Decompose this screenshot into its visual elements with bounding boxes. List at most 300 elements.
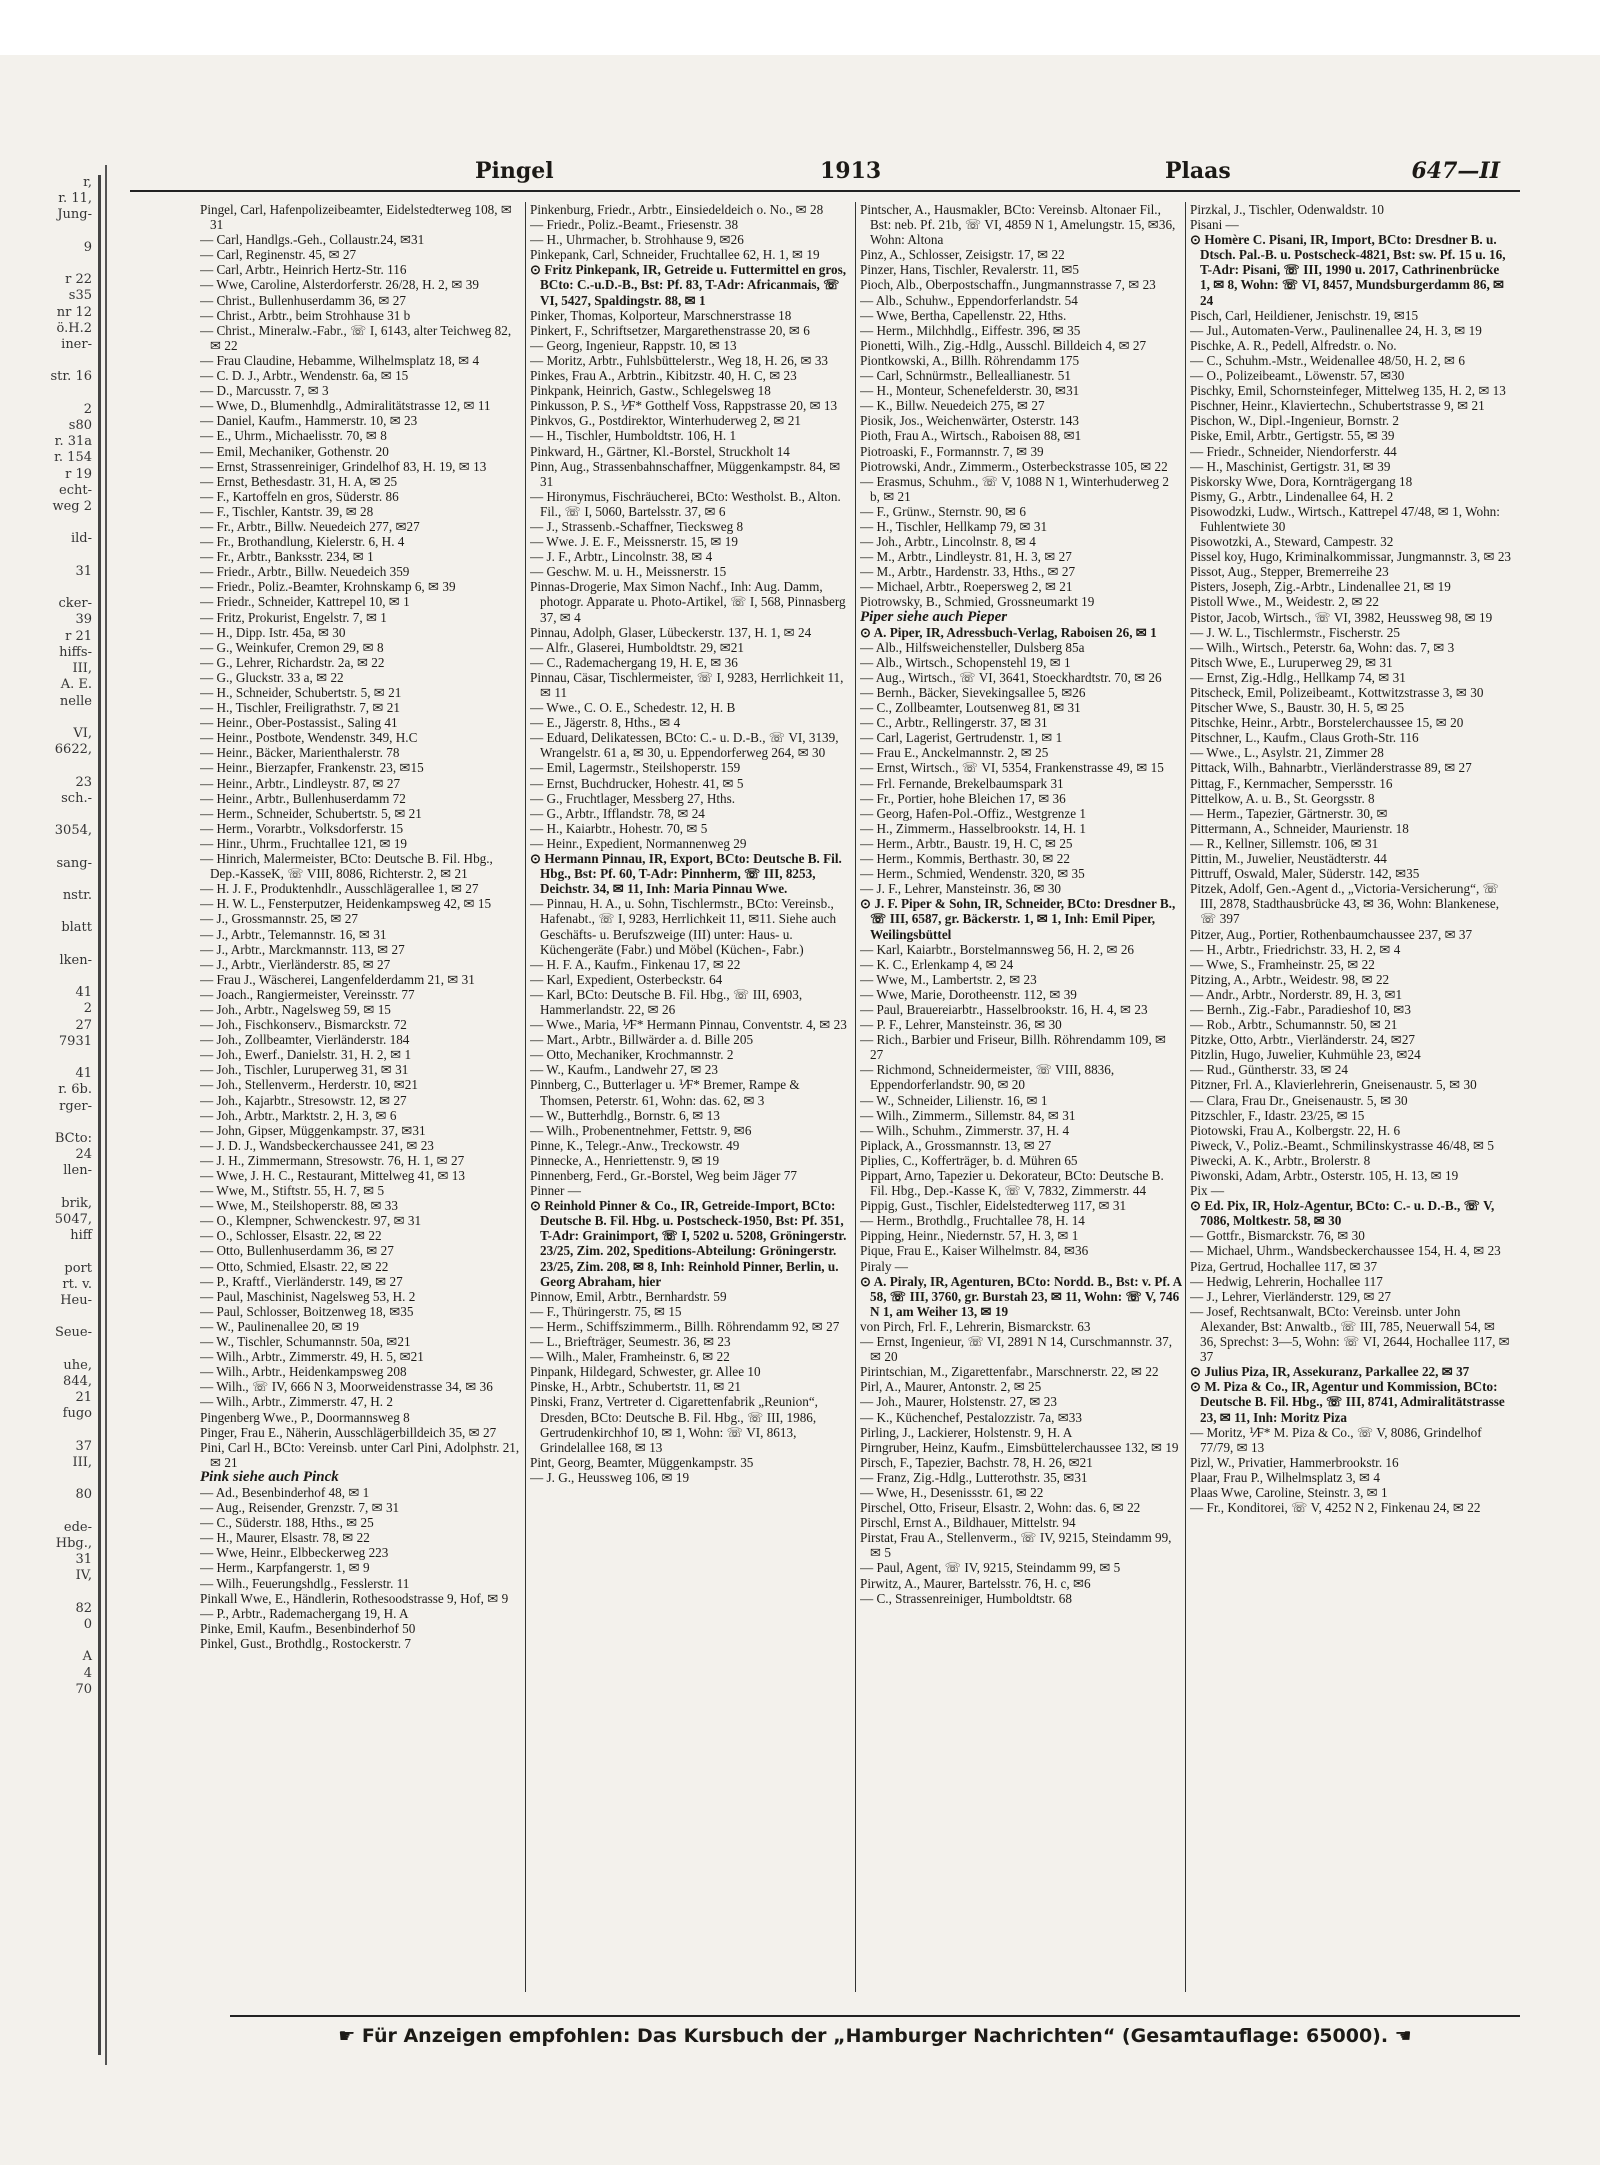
directory-entry: Pinkepank, Carl, Schneider, Fruchtallee 62, H. 1, ✉ 19 [530,247,820,263]
margin-fragment: brik, [61,1195,92,1211]
directory-entry: — Fr., Arbtr., Billw. Neuedeich 277, ✉27 [200,518,420,534]
directory-entry: ⊙ A. Piper, IR, Adressbuch-Verlag, Raboisen 26, ✉ 1 [860,624,1157,640]
directory-entry: — Herm., Kommis, Berthastr. 30, ✉ 22 [860,851,1070,867]
directory-entry: Pitzer, Aug., Portier, Rothenbaumchaussee 237, ✉ 37 [1190,926,1473,942]
directory-entry: — Joh., Stellenverm., Herderstr. 10, ✉21 [200,1077,418,1093]
margin-fragment: 3054, [54,823,92,839]
directory-entry: Pitzner, Frl. A., Klavierlehrerin, Gneisenaustr. 5, ✉ 30 [1190,1077,1477,1093]
directory-entry: — C., Rademachergang 19, H. E, ✉ 36 [530,654,738,670]
directory-entry: — Carl, Arbtr., Heinrich Hertz-Str. 116 [200,262,407,278]
directory-entry: — Joh., Ewerf., Danielstr. 31, H. 2, ✉ 1 [200,1047,412,1063]
directory-entry: — Otto, Bullenhuserdamm 36, ✉ 27 [200,1243,394,1259]
directory-entry: — Alb., Hilfsweichensteller, Dulsberg 85a [860,639,1085,655]
directory-entry: Pisowodzki, Ludw., Wirtsch., Kattrepel 47/48, ✉ 1, Wohn: Fuhlentwiete 30 [1190,503,1500,534]
directory-entry: Pischon, W., Dipl.-Ingenieur, Bornstr. 2 [1190,413,1399,429]
directory-entry: — H. W. L., Fensterputzer, Heidenkampsweg 42, ✉ 15 [200,896,492,912]
directory-entry: Pirling, J., Lackierer, Holstenstr. 9, H. A [860,1424,1073,1440]
directory-entry: — Frau E., Anckelmannstr. 2, ✉ 25 [860,745,1049,761]
directory-entry: — Hironymus, Fischräucherei, BCto: Westholst. B., Alton. Fil., ☏ I, 5060, Bartelsstr. 37, ✉ 6 [530,488,841,519]
directory-entry: Pippart, Arno, Tapezier u. Dekorateur, BCto: Deutsche B. Fil. Hbg., Dep.-Kasse K, ☏ V, 7832, Zimmerstr. 44 [860,1168,1164,1199]
margin-fragment: 27 [75,1017,92,1033]
directory-entry: — Franz, Zig.-Hdlg., Lutterothstr. 35, ✉31 [860,1469,1088,1485]
directory-entry: — Joh., Kajarbtr., Stresowstr. 12, ✉ 27 [200,1092,407,1108]
margin-fragment: nr 12 [56,304,92,320]
directory-entry: Pitzschler, F., Idastr. 23/25, ✉ 15 [1190,1107,1365,1123]
margin-fragment: ö.H.2 [56,320,92,336]
margin-fragment [0,580,98,596]
directory-entry: ⊙ Reinhold Pinner & Co., IR, Getreide-Import, BCto: Deutsche B. Fil. Hbg. u. Postscheck-1950, Bst: Pf. 351, T-Adr: Grainimport, ☏ I, 5202 u. 5208, Gröningerstr. 23/25, Zim. 202, Speditions-Abteilung: Gröningerstr. 23/25, Zim. 208, ✉ 8, Inh: Reinhold Pinner, Berlin, u. Georg Abraham, hier [530,1198,847,1289]
directory-entry: — C., Süderstr. 188, Hths., ✉ 25 [200,1515,374,1531]
directory-entry: Pinkward, H., Gärtner, Kl.-Borstel, Struckholt 14 [530,443,790,459]
directory-entry: — Richmond, Schneidermeister, ☏ VIII, 8836, Eppendorferlandstr. 90, ✉ 20 [860,1062,1115,1093]
directory-entry: Pitscher Wwe, S., Baustr. 30, H. 5, ✉ 25 [1190,700,1405,716]
directory-entry: Pirzkal, J., Tischler, Odenwaldstr. 10 [1190,202,1384,217]
directory-entry: — Pinnau, H. A., u. Sohn, Tischlermstr., BCto: Vereinsb., Hafenabt., ☏ I, 9283, Herrlichkeit 11, ✉11. Siehe auch Geschäfts- u. Berufszweige (III) unter: Haus- u. Küchengeräte (Fabr.) und Möbel (Küchen-, Fabr.) [530,896,837,957]
directory-entry: — J. F., Arbtr., Lincolnstr. 38, ✉ 4 [530,549,713,565]
margin-fragment [0,386,98,402]
margin-fragment [0,839,98,855]
margin-fragment [0,969,98,985]
directory-entry: Pischner, Heinr., Klaviertechn., Schubertstrasse 9, ✉ 21 [1190,398,1485,414]
margin-fragment: 6622, [54,742,92,758]
directory-entry: — Fr., Arbtr., Banksstr. 234, ✉ 1 [200,549,374,565]
directory-entry: — Wwe., L., Asylstr. 21, Zimmer 28 [1190,745,1384,761]
directory-entry: — Ernst, Zig.-Hdlg., Hellkamp 74, ✉ 31 [1190,669,1406,685]
directory-entry: — J. W. L., Tischlermstr., Fischerstr. 25 [1190,624,1400,640]
margin-fragment [0,515,98,531]
margin-fragment: hiff [70,1228,92,1244]
directory-entry: — Wwe, H., Desenissstr. 61, ✉ 22 [860,1484,1044,1500]
directory-entry: — Friedr., Poliz.-Beamter, Krohnskamp 6, ✉ 39 [200,579,456,595]
directory-entry: — J., Arbtr., Telemannstr. 16, ✉ 31 [200,926,387,942]
directory-entry: Piza, Gertrud, Hochallee 117, ✉ 37 [1190,1258,1378,1274]
margin-fragment: ild- [70,531,92,547]
margin-fragment: 24 [75,1147,92,1163]
margin-fragment: 21 [75,1390,92,1406]
directory-entry: — P., Arbtr., Rademachergang 19, H. A [200,1605,409,1621]
directory-entry: — Heinr., Arbtr., Lindleystr. 87, ✉ 27 [200,775,401,791]
directory-entry: — Friedr., Poliz.-Beamt., Friesenstr. 38 [530,217,739,233]
directory-entry: — W., Kaufm., Landwehr 27, ✉ 23 [530,1062,718,1078]
directory-entry: — Wwe, D., Blumenhdlg., Admiralitätstrasse 12, ✉ 11 [200,398,491,414]
directory-entry: — Wwe., C. O. E., Schedestr. 12, H. B [530,700,736,716]
directory-entry: — Georg, Hafen-Pol.-Offiz., Westgrenze 1 [860,805,1086,821]
directory-entry: — Herm., Arbtr., Baustr. 19, H. C, ✉ 25 [860,835,1073,851]
directory-entry: — Rud., Güntherstr. 33, ✉ 24 [1190,1062,1348,1078]
directory-entry: — Friedr., Schneider, Niendorferstr. 44 [1190,443,1397,459]
margin-fragment: r 22 [65,272,92,288]
directory-entry: — G., Fruchtlager, Messberg 27, Hths. [530,790,736,806]
directory-entry: Piosik, Jos., Weichenwärter, Osterstr. 143 [860,413,1080,429]
directory-entry: Plaas Wwe, Caroline, Steinstr. 3, ✉ 1 [1190,1484,1388,1500]
margin-fragment: 0 [83,1617,92,1633]
directory-entry: Pirschl, Ernst A., Bildhauer, Mittelstr. 94 [860,1515,1076,1531]
margin-fragment: 41 [75,985,92,1001]
directory-entry: Pittelkow, A. u. B., St. Georgsstr. 8 [1190,790,1375,806]
directory-entry: Pipping, Heinr., Niedernstr. 57, H. 3, ✉ 1 [860,1228,1079,1244]
margin-fragment: 2 [83,1001,92,1017]
directory-entry: — Andr., Arbtr., Norderstr. 89, H. 3, ✉1 [1190,986,1403,1002]
directory-entry: — Joach., Rangiermeister, Vereinsstr. 77 [200,986,415,1002]
margin-fragment: 80 [75,1487,92,1503]
directory-entry: — C., Schuhm.-Mstr., Weidenallee 48/50, H. 2, ✉ 6 [1190,352,1465,368]
column-rule [855,202,856,1992]
margin-fragment: 5047, [54,1212,92,1227]
directory-entry: — Georg, Ingenieur, Rappstr. 10, ✉ 13 [530,337,737,353]
directory-entry: Pisowotzki, A., Steward, Campestr. 32 [1190,534,1394,550]
margin-fragment [0,1633,98,1649]
directory-entry: — Heinr., Bierzapfer, Frankenstr. 23, ✉15 [200,760,424,776]
directory-entry: Pinnau, Adolph, Glaser, Lübeckerstr. 137, H. 1, ✉ 24 [530,624,812,640]
directory-entry: — Herm., Karpfangerstr. 1, ✉ 9 [200,1560,370,1576]
directory-entry: ⊙ A. Piraly, IR, Agenturen, BCto: Nordd. B., Bst: v. Pf. A 58, ☏ III, 3760, gr. Burstah 23, ✉ 11, Wohn: ☏ V, 746 N 1, am Weiher 13, ✉ 19 [860,1273,1182,1319]
margin-fragment: r. 11, [58,191,92,207]
directory-entry: — Alfr., Glaserei, Humboldtstr. 29, ✉21 [530,639,744,655]
directory-entry: Pirintschian, M., Zigarettenfabr., Marschnerstr. 22, ✉ 22 [860,1364,1159,1380]
directory-entry: — Eduard, Delikatessen, BCto: C.- u. D.-B., ☏ VI, 3139, Wrangelstr. 61 a, ✉ 30, u. Eppendorferweg 264, ✉ 30 [530,730,839,761]
directory-entry: Pirschel, Otto, Friseur, Elsastr. 2, Wohn: das. 6, ✉ 22 [860,1500,1141,1516]
directory-entry: Pinkall Wwe, E., Händlerin, Rothesoodstrasse 9, Hof, ✉ 9 [200,1590,509,1606]
directory-entry: Pix — [1190,1183,1225,1199]
directory-entry: Pitscheck, Emil, Polizeibeamt., Kottwitzstrasse 3, ✉ 30 [1190,685,1484,700]
margin-fragment: cker- [58,596,92,612]
directory-entry: — Wilh., ☏ IV, 666 N 3, Moorweidenstrasse 34, ✉ 36 [200,1379,493,1395]
margin-fragment: III, [72,661,92,677]
directory-entry: — Josef, Rechtsanwalt, BCto: Vereinsb. unter John Alexander, Bst: Anwaltb., ☏ III, 785, Neuerwall 54, ✉ 36, Sprechst: 3—5, Wohn: ☏ VI, 2644, Hochallee 117, ✉ 37 [1190,1303,1510,1365]
margin-fragment: 37 [75,1438,92,1454]
directory-entry: ⊙ Fritz Pinkepank, IR, Getreide u. Futtermittel en gros, BCto: C.-u.D.-B., Bst: Pf. 83, T-Adr: Africanmais, ☏ VI, 5427, Spaldingstr. 88, ✉ 1 [530,262,847,308]
directory-entry: — Herm., Schiffszimmerm., Billh. Röhrendamm 92, ✉ 27 [530,1318,840,1334]
running-header [130,150,1520,192]
directory-entry: — H., Monteur, Schenefelderstr. 30, ✉31 [860,383,1080,399]
directory-entry: — Wwe, M., Lambertstr. 2, ✉ 23 [860,971,1037,987]
directory-entry: — Wilh., Probenentnehmer, Fettstr. 9, ✉6 [530,1122,752,1138]
directory-entry: — Wilh., Arbtr., Zimmerstr. 49, H. 5, ✉21 [200,1349,424,1365]
directory-entry: Piwecki, A. K., Arbtr., Brolerstr. 8 [1190,1152,1371,1168]
directory-entry: — Erasmus, Schuhm., ☏ V, 1088 N 1, Winterhuderweg 2 b, ✉ 21 [860,473,1169,504]
directory-entry: — Karl, Kaiarbtr., Borstelmannsweg 56, H. 2, ✉ 26 [860,941,1135,957]
directory-entry: — Alb., Wirtsch., Schopenstehl 19, ✉ 1 [860,654,1071,670]
directory-entry: — Wwe, Marie, Dorotheenstr. 112, ✉ 39 [860,986,1077,1002]
directory-entry: — Paul, Brauereiarbtr., Hasselbrookstr. 16, H. 4, ✉ 23 [860,1001,1148,1017]
directory-entry: — W., Paulinenallee 20, ✉ 19 [200,1318,360,1334]
directory-entry: Pippig, Gust., Tischler, Eidelstedterweg 117, ✉ 31 [860,1198,1127,1214]
directory-entry: — Joh., Arbtr., Nagelsweg 59, ✉ 15 [200,1001,391,1017]
directory-entry: — Herm., Milchhdlg., Eiffestr. 396, ✉ 35 [860,322,1081,338]
margin-fragment [0,937,98,953]
directory-entry: Pisani — [1190,217,1239,233]
directory-entry: — J., Strassenb.-Schaffner, Tiecksweg 8 [530,518,744,534]
directory-entry: Pissel koy, Hugo, Kriminalkommissar, Jungmannstr. 3, ✉ 23 [1190,549,1512,565]
margin-fragment [0,1342,98,1358]
directory-entry: — H., Arbtr., Friedrichstr. 33, H. 2, ✉ 4 [1190,941,1401,957]
directory-entry: — K., Billw. Neuedeich 275, ✉ 27 [860,398,1045,414]
directory-entry: Piotowski, Frau A., Kolbergstr. 22, H. 6 [1190,1122,1401,1138]
column-2 [530,202,852,1992]
directory-entry: Pinnecke, A., Henriettenstr. 9, ✉ 19 [530,1152,720,1168]
margin-fragment: Heu- [60,1293,92,1309]
directory-entry: Pioth, Frau A., Wirtsch., Raboisen 88, ✉1 [860,428,1082,444]
directory-entry: — Wilh., Arbtr., Heidenkampsweg 208 [200,1364,407,1380]
directory-entry: Pittack, Wilh., Bahnarbtr., Vierländerstrasse 89, ✉ 27 [1190,760,1472,776]
directory-entry: — Carl, Reginenstr. 45, ✉ 27 [200,247,357,263]
directory-entry: — H., Tischler, Humboldtstr. 106, H. 1 [530,428,737,444]
directory-entry: — J., Lehrer, Vierländerstr. 129, ✉ 27 [1190,1288,1392,1304]
margin-fragment [0,872,98,888]
directory-entry: — C., Arbtr., Rellingerstr. 37, ✉ 31 [860,715,1048,731]
directory-entry: — Joh., Tischler, Luruperweg 31, ✉ 31 [200,1062,409,1078]
directory-entry: — Wwe, Heinr., Elbbeckerweg 223 [200,1545,389,1561]
directory-entry: Pitzek, Adolf, Gen.-Agent d., „Victoria-Versicherung“, ☏ III, 2878, Stadthausbrücke 43, ✉ 36, Wohn: Blankenese, ☏ 397 [1190,881,1500,927]
header-last-entry: Plaas [1165,158,1231,184]
directory-entry: — H., Dipp. Istr. 45a, ✉ 30 [200,624,346,640]
directory-entry: ⊙ J. F. Piper & Sohn, IR, Schneider, BCto: Dresdner B., ☏ III, 6587, gr. Bäckerstr. 1, ✉ 1, Inh: Emil Piper, Weilingsbüttel [860,896,1176,942]
directory-entry: Pirwitz, A., Maurer, Bartelsstr. 76, H. c, ✉6 [860,1575,1091,1591]
directory-entry: — Fritz, Prokurist, Engelstr. 7, ✉ 1 [200,609,387,625]
directory-entry: — W., Schneider, Lilienstr. 16, ✉ 1 [860,1092,1048,1108]
page-gutter [105,165,107,2065]
directory-entry: — Mart., Arbtr., Billwärder a. d. Bille 205 [530,1032,754,1048]
directory-entry: Pinger, Frau E., Näherin, Ausschlägerbilldeich 35, ✉ 27 [200,1424,497,1440]
directory-entry: Pinnow, Emil, Arbtr., Bernhardstr. 59 [530,1288,727,1304]
directory-entry: Pinnau, Cäsar, Tischlermeister, ☏ I, 9283, Herrlichkeit 11, ✉ 11 [530,669,844,700]
directory-entry: — J., Arbtr., Marckmannstr. 113, ✉ 27 [200,941,405,957]
directory-entry: — Ernst, Wirtsch., ☏ VI, 5354, Frankenstrasse 49, ✉ 15 [860,760,1164,776]
directory-entry: — G., Lehrer, Richardstr. 2a, ✉ 22 [200,654,385,670]
directory-entry: — W., Butterhdlg., Bornstr. 6, ✉ 13 [530,1107,720,1123]
directory-entry: — Karl, BCto: Deutsche B. Fil. Hbg., ☏ III, 6903, Hammerlandstr. 22, ✉ 26 [530,986,803,1017]
directory-entry: — Bernh., Bäcker, Sievekingsallee 5, ✉26 [860,685,1086,700]
header-first-entry: Pingel [475,158,554,184]
directory-entry: Piotrowsky, B., Schmied, Grossneumarkt 19 [860,594,1095,610]
directory-entry: — Ad., Besenbinderhof 48, ✉ 1 [200,1484,370,1500]
directory-entry: — Friedr., Schneider, Kattrepel 10, ✉ 1 [200,594,410,610]
directory-entry: — M., Arbtr., Hardenstr. 33, Hths., ✉ 27 [860,564,1076,580]
directory-entry: — Fr., Brothandlung, Kielerstr. 6, H. 4 [200,534,405,550]
margin-fragment [0,758,98,774]
directory-entry: Pinkvos, G., Postdirektor, Winterhuderweg 2, ✉ 21 [530,413,801,429]
directory-entry: — Hinrich, Malermeister, BCto: Deutsche B. Fil. Hbg., Dep.-KasseK, ☏ VIII, 8086, Richterstr. 2, ✉ 21 [200,851,493,882]
directory-entry: — J., Arbtr., Vierländerstr. 85, ✉ 27 [200,956,391,972]
directory-entry: — O., Polizeibeamt., Löwenstr. 57, ✉30 [1190,368,1405,384]
directory-entry: — Paul, Maschinist, Nagelsweg 53, H. 2 [200,1288,416,1304]
directory-entry: Piraly — [860,1258,908,1274]
directory-entry: — H., Tischler, Hellkamp 79, ✉ 31 [860,518,1048,534]
directory-entry: — Carl, Schnürmstr., Belleallianestr. 51 [860,368,1071,384]
directory-entry: — C., Zollbeamter, Loutsenweg 81, ✉ 31 [860,700,1081,716]
margin-fragment [0,548,98,564]
directory-entry: Pistor, Jacob, Wirtsch., ☏ VI, 3982, Heussweg 98, ✉ 19 [1190,609,1493,625]
margin-fragment: nstr. [62,887,92,903]
directory-entry: Piotroaski, F., Formannstr. 7, ✉ 39 [860,443,1044,459]
directory-entry: Pizl, W., Privatier, Hammerbrookstr. 16 [1190,1454,1399,1470]
directory-entry: — Karl, Expedient, Osterbeckstr. 64 [530,971,723,987]
directory-entry: Piwonski, Adam, Arbtr., Osterstr. 105, H. 13, ✉ 19 [1190,1168,1459,1183]
margin-fragment: s35 [68,288,92,304]
column-3 [860,202,1182,1992]
directory-entry: — Herm., Schneider, Schubertstr. 5, ✉ 21 [200,805,422,821]
directory-entry: — Emil, Lagermstr., Steilshoperstr. 159 [530,760,741,776]
margin-fragment: nelle [59,693,92,709]
margin-fragment: 82 [75,1600,92,1616]
directory-entry: Pisters, Joseph, Zig.-Arbtr., Lindenallee 21, ✉ 19 [1190,579,1451,595]
directory-entry: — Heinr., Bäcker, Marienthalerstr. 78 [200,745,400,761]
directory-entry: — Moritz, ⅟F* M. Piza & Co., ☏ V, 8086, Grindelhof 77/79, ✉ 13 [1190,1424,1482,1455]
directory-entry: — Frau Claudine, Hebamme, Wilhelmsplatz 18, ✉ 4 [200,352,480,368]
directory-entry: Piskorsky Wwe, Dora, Kornträgergang 18 [1190,473,1413,489]
directory-entry: — Aug., Wirtsch., ☏ VI, 3641, Stoeckhardtstr. 70, ✉ 26 [860,669,1162,685]
directory-entry: Pissot, Aug., Stepper, Bremerreihe 23 [1190,564,1389,580]
directory-entry: — O., Klempner, Schwenckestr. 97, ✉ 31 [200,1213,422,1229]
margin-fragment: ede- [63,1519,92,1535]
directory-entry: — Aug., Reisender, Grenzstr. 7, ✉ 31 [200,1500,400,1516]
margin-fragment: Hbg., [55,1536,92,1552]
directory-entry: — Paul, Schlosser, Boitzenweg 18, ✉35 [200,1303,414,1319]
directory-entry: — Michael, Uhrm., Wandsbeckerchaussee 154, H. 4, ✉ 23 [1190,1243,1501,1259]
directory-entry: ⊙ Homère C. Pisani, IR, Import, BCto: Dresdner B. u. Dtsch. Pal.-B. u. Postscheck-4821, Bst: sw. Pf. 15 u. 16, T-Adr: Pisani, ☏ III, 1990 u. 2017, Cathrinenbrücke 1, ✉ 8, Wohn: ☏ VI, 8457, Mundsburgerdamm 86, ✉ 24 [1190,232,1506,308]
margin-fragment [0,1423,98,1439]
directory-entry: — Wwe, Bertha, Capellenstr. 22, Hths. [860,307,1067,323]
directory-entry: — G., Gluckstr. 33 a, ✉ 22 [200,669,344,685]
margin-fragment: rger- [59,1098,92,1114]
directory-entry: — Christ., Bullenhuserdamm 36, ✉ 27 [200,292,406,308]
directory-entry: — H., Maschinist, Gertigstr. 31, ✉ 39 [1190,458,1391,474]
margin-fragment [0,1309,98,1325]
directory-entry: Pioch, Alb., Oberpostschaffn., Jungmannstrasse 7, ✉ 23 [860,277,1156,293]
directory-entry: Pink siehe auch Pinck [200,1468,339,1485]
directory-entry: — Herm., Vorarbtr., Volksdorferstr. 15 [200,820,404,836]
directory-entry: — J. D. J., Wandsbeckerchaussee 241, ✉ 23 [200,1137,434,1153]
margin-fragment: A [82,1649,92,1665]
margin-fragment [0,1115,98,1131]
directory-entry: — Wwe, M., Steilshoperstr. 88, ✉ 33 [200,1198,398,1214]
directory-entry: Pittin, M., Juwelier, Neustädterstr. 44 [1190,851,1387,867]
margin-fragment: echt- [59,482,92,498]
directory-entry: — Christ., Arbtr., beim Strohhause 31 b [200,307,411,323]
directory-entry: Pinske, H., Arbtr., Schubertstr. 11, ✉ 21 [530,1379,741,1395]
directory-entry: Pinnas-Drogerie, Max Simon Nachf., Inh: Aug. Damm, photogr. Apparate u. Photo-Artikel, ☏ I, 568, Pinnasberg 37, ✉ 4 [530,579,846,625]
directory-entry: — Carl, Lagerist, Gertrudenstr. 1, ✉ 1 [860,730,1063,746]
directory-entry: Pittag, F., Kernmacher, Sempersstr. 16 [1190,775,1393,791]
directory-entry: Pitschner, L., Kaufm., Claus Groth-Str. 116 [1190,730,1419,746]
directory-entry: — Joh., Arbtr., Marktstr. 2, H. 3, ✉ 6 [200,1107,397,1123]
directory-entry: — Wwe. J. E. F., Meissnerstr. 15, ✉ 19 [530,534,738,550]
directory-entry: — C., Strassenreiniger, Humboldtstr. 68 [860,1590,1072,1606]
directory-entry: Pittermann, A., Schneider, Maurienstr. 18 [1190,820,1409,836]
directory-entry: — Fr., Portier, hohe Bleichen 17, ✉ 36 [860,790,1066,806]
directory-entry: Pittruff, Oswald, Maler, Süderstr. 142, ✉35 [1190,866,1420,882]
directory-entry: — H., Zimmerm., Hasselbrookstr. 14, H. 1 [860,820,1086,836]
directory-entry: Piper siehe auch Pieper [860,608,1008,625]
directory-entry: ⊙ Ed. Pix, IR, Holz-Agentur, BCto: C.- u. D.-B., ☏ V, 7086, Moltkestr. 58, ✉ 30 [1190,1198,1495,1229]
directory-entry: — F., Tischler, Kantstr. 39, ✉ 28 [200,503,374,519]
directory-entry: — Heinr., Ober-Postassist., Saling 41 [200,715,398,731]
directory-entry: — Hinr., Uhrm., Fruchtallee 121, ✉ 19 [200,835,408,851]
directory-entry: Pinpank, Hildegard, Schwester, gr. Allee 10 [530,1364,761,1380]
margin-fragment: 23 [75,774,92,790]
directory-entry: — Christ., Mineralw.-Fabr., ☏ I, 6143, alter Teichweg 82, ✉ 22 [200,322,512,353]
margin-fragment: sch.- [61,790,92,806]
directory-entry: Pinke, Emil, Kaufm., Besenbinderhof 50 [200,1620,416,1636]
directory-entry: ⊙ Hermann Pinnau, IR, Export, BCto: Deutsche B. Fil. Hbg., Bst: Pf. 60, T-Adr: Pinnherm, ☏ III, 8253, Deichstr. 34, ✉ 11, Inh: Maria Pinnau Wwe. [530,851,842,897]
directory-entry: Pinne, K., Telegr.-Anw., Treckowstr. 49 [530,1137,740,1153]
directory-entry: — Moritz, Arbtr., Fuhlsbüttelerstr., Weg 18, H. 26, ✉ 33 [530,352,829,368]
margin-fragment: iner- [61,337,92,353]
column-rule [1185,202,1186,1992]
directory-entry: — Herm., Schmied, Wendenstr. 320, ✉ 35 [860,866,1085,882]
directory-entry: — G., Weinkufer, Cremon 29, ✉ 8 [200,639,384,655]
directory-entry: — Wwe, Caroline, Alsterdorferstr. 26/28, H. 2, ✉ 39 [200,277,479,293]
directory-entry: — Wwe, J. H. C., Restaurant, Mittelweg 41, ✉ 13 [200,1168,465,1183]
margin-fragment [0,224,98,240]
directory-entry: Pitsch Wwe, E., Luruperweg 29, ✉ 31 [1190,654,1393,670]
directory-entry: Pinn, Aug., Strassenbahnschaffner, Müggenkampstr. 84, ✉ 31 [530,458,841,489]
margin-fragment: str. 16 [50,369,92,385]
directory-entry: Pinz, A., Schlosser, Zeisigstr. 17, ✉ 22 [860,247,1065,263]
directory-entry: — Otto, Mechaniker, Krochmannstr. 2 [530,1047,734,1063]
directory-entry: Pischky, Emil, Schornsteinfeger, Mittelweg 135, H. 2, ✉ 13 [1190,383,1506,399]
directory-entry: Pitzlin, Hugo, Juwelier, Kuhmühle 23, ✉24 [1190,1047,1421,1063]
directory-entry: — Heinr., Expedient, Normannenweg 29 [530,835,747,851]
margin-fragment: 4 [83,1665,92,1681]
directory-entry: — Heinr., Postbote, Wendenstr. 349, H.C [200,730,418,746]
directory-entry: von Pirch, Frl. F., Lehrerin, Bismarckstr. 63 [860,1318,1091,1334]
directory-entry: Pirngruber, Heinz, Kaufm., Eimsbüttelerchaussee 132, ✉ 19 [860,1439,1179,1455]
directory-entry: — Hedwig, Lehrerin, Hochallee 117 [1190,1273,1383,1289]
directory-entry: Pionetti, Wilh., Zig.-Hdlg., Ausschl. Billdeich 4, ✉ 27 [860,337,1147,353]
margin-fragment [0,710,98,726]
directory-entry: Piotrowski, Andr., Zimmerm., Osterbeckstrasse 105, ✉ 22 [860,458,1168,474]
directory-entry: — Daniel, Kaufm., Hammerstr. 10, ✉ 23 [200,413,418,429]
margin-fragment: r, [83,175,92,190]
directory-entry: — W., Tischler, Schumannstr. 50a, ✉21 [200,1334,411,1350]
previous-page-edge [0,175,101,2055]
margin-fragment: VI, [73,725,92,741]
directory-entry: Pint, Georg, Beamter, Müggenkampstr. 35 [530,1454,754,1470]
directory-entry: Piske, Emil, Arbtr., Gertigstr. 55, ✉ 39 [1190,428,1395,444]
directory-entry: — K., Küchenchef, Pestalozzistr. 7a, ✉33 [860,1409,1082,1425]
directory-entry: — F., Kartoffeln en gros, Süderstr. 86 [200,488,399,504]
directory-entry: — Wilh., Wirtsch., Peterstr. 6a, Wohn: das. 7, ✉ 3 [1190,639,1455,655]
directory-entry: — Jul., Automaten-Verw., Paulinenallee 24, H. 3, ✉ 19 [1190,322,1482,338]
directory-entry: Pingel, Carl, Hafenpolizeibeamter, Eidelstedterweg 108, ✉ 31 [200,202,512,233]
directory-entry: Piplack, A., Grossmannstr. 13, ✉ 27 [860,1137,1052,1153]
directory-entry: — Wilh., Feuerungshdlg., Fesslerstr. 11 [200,1575,410,1591]
margin-fragment [0,256,98,272]
margin-fragment: uhe, [63,1357,92,1373]
directory-entry: — R., Kellner, Sillemstr. 106, ✉ 31 [1190,835,1379,851]
margin-fragment: 7931 [58,1033,92,1049]
directory-entry: Pinski, Franz, Vertreter d. Cigarettenfabrik „Reunion“, Dresden, BCto: Deutsche B. Fil. Hbg., ☏ III, 1986, Gertrudenkirchhof 10, ✉ 1, Wohn: ☏ VI, 8613, Grindelallee 168, ✉ 13 [530,1394,818,1455]
margin-fragment: 844, [63,1374,92,1390]
directory-entry: — H. F. A., Kaufm., Finkenau 17, ✉ 22 [530,956,741,972]
directory-entry: — M., Arbtr., Lindleystr. 81, H. 3, ✉ 27 [860,549,1072,565]
directory-entry: — Gottfr., Bismarckstr. 76, ✉ 30 [1190,1228,1365,1244]
margin-fragment: IV, [75,1568,92,1584]
margin-fragment [0,1180,98,1196]
margin-fragment: r 19 [65,466,92,482]
directory-entry: — Otto, Schmied, Elsastr. 22, ✉ 22 [200,1258,389,1274]
directory-entry: — F., Grünw., Sternstr. 90, ✉ 6 [860,503,1026,519]
margin-fragment: weg 2 [52,499,92,515]
margin-fragment: fugo [62,1406,92,1422]
directory-entry: Piplies, C., Kofferträger, b. d. Mühren 65 [860,1152,1078,1168]
margin-fragment [0,1050,98,1066]
header-year: 1913 [820,158,882,184]
directory-entry: — H., Schneider, Schubertstr. 5, ✉ 21 [200,685,402,700]
directory-entry: Pischke, A. R., Pedell, Alfredstr. o. No. [1190,337,1397,353]
margin-fragment: sang- [56,855,92,871]
